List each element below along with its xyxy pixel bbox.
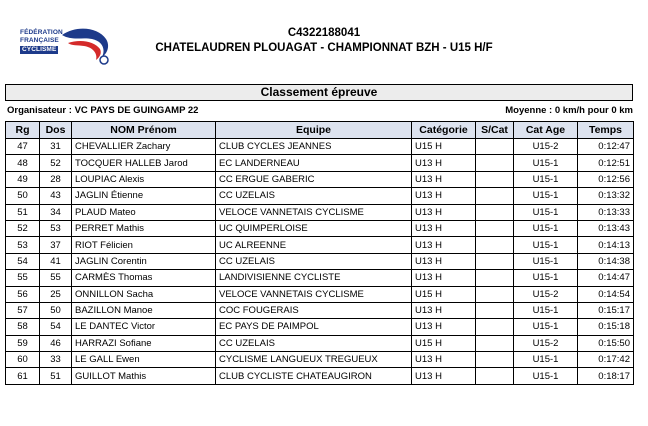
cell-subcategory bbox=[476, 253, 514, 269]
cell-team: CLUB CYCLISTE CHATEAUGIRON bbox=[216, 368, 412, 384]
cell-subcategory bbox=[476, 302, 514, 318]
cell-name: ONNILLON Sacha bbox=[72, 286, 216, 302]
cell-bib: 25 bbox=[40, 286, 72, 302]
table-row bbox=[6, 253, 634, 269]
cell-time: 0:13:32 bbox=[578, 188, 634, 204]
cell-bib: 46 bbox=[40, 335, 72, 351]
cell-age-category: U15-2 bbox=[514, 335, 578, 351]
table-row bbox=[6, 368, 634, 384]
table-row bbox=[6, 171, 634, 187]
cell-bib: 52 bbox=[40, 155, 72, 171]
col-header-team: Equipe bbox=[216, 122, 412, 139]
cell-age-category: U15-1 bbox=[514, 188, 578, 204]
section-title: Classement épreuve bbox=[5, 84, 633, 101]
col-header-subcategory: S/Cat bbox=[476, 122, 514, 139]
col-header-time: Temps bbox=[578, 122, 634, 139]
cell-age-category: U15-1 bbox=[514, 368, 578, 384]
cell-rank: 48 bbox=[6, 155, 40, 171]
col-header-rank: Rg bbox=[6, 122, 40, 139]
cell-name: TOCQUER HALLEB Jarod bbox=[72, 155, 216, 171]
table-row bbox=[6, 220, 634, 236]
cell-rank: 52 bbox=[6, 220, 40, 236]
table-row bbox=[6, 286, 634, 302]
cell-subcategory bbox=[476, 188, 514, 204]
cell-rank: 50 bbox=[6, 188, 40, 204]
cell-time: 0:15:18 bbox=[578, 319, 634, 335]
cell-name: LOUPIAC Alexis bbox=[72, 171, 216, 187]
cell-bib: 43 bbox=[40, 188, 72, 204]
cell-time: 0:12:51 bbox=[578, 155, 634, 171]
cell-bib: 50 bbox=[40, 302, 72, 318]
table-row bbox=[6, 155, 634, 171]
cell-bib: 33 bbox=[40, 352, 72, 368]
cell-age-category: U15-2 bbox=[514, 286, 578, 302]
cell-subcategory bbox=[476, 286, 514, 302]
cell-rank: 55 bbox=[6, 270, 40, 286]
cell-name: LE DANTEC Victor bbox=[72, 319, 216, 335]
cell-age-category: U15-1 bbox=[514, 237, 578, 253]
cell-category: U13 H bbox=[412, 204, 476, 220]
cell-bib: 54 bbox=[40, 319, 72, 335]
cell-age-category: U15-1 bbox=[514, 352, 578, 368]
organizer-text: Organisateur : VC PAYS DE GUINGAMP 22 bbox=[7, 105, 199, 116]
cell-subcategory bbox=[476, 155, 514, 171]
cell-team: CC UZELAIS bbox=[216, 253, 412, 269]
table-row bbox=[6, 237, 634, 253]
cell-age-category: U15-1 bbox=[514, 155, 578, 171]
cell-subcategory bbox=[476, 220, 514, 236]
cell-team: CLUB CYCLES JEANNES bbox=[216, 139, 412, 155]
results-table bbox=[5, 121, 634, 385]
col-header-category: Catégorie bbox=[412, 122, 476, 139]
cell-team: VELOCE VANNETAIS CYCLISME bbox=[216, 286, 412, 302]
cell-subcategory bbox=[476, 335, 514, 351]
cell-rank: 56 bbox=[6, 286, 40, 302]
cell-rank: 59 bbox=[6, 335, 40, 351]
cell-time: 0:12:47 bbox=[578, 139, 634, 155]
table-row bbox=[6, 204, 634, 220]
cell-team: CC UZELAIS bbox=[216, 335, 412, 351]
table-row bbox=[6, 270, 634, 286]
cell-age-category: U15-1 bbox=[514, 171, 578, 187]
logo-line-2: FRANÇAISE bbox=[20, 37, 59, 44]
cell-name: LE GALL Ewen bbox=[72, 352, 216, 368]
cell-name: PLAUD Mateo bbox=[72, 204, 216, 220]
table-header-row bbox=[6, 122, 634, 139]
cell-rank: 51 bbox=[6, 204, 40, 220]
cell-name: BAZILLON Manoe bbox=[72, 302, 216, 318]
cell-time: 0:14:38 bbox=[578, 253, 634, 269]
cell-category: U13 H bbox=[412, 270, 476, 286]
cell-age-category: U15-1 bbox=[514, 220, 578, 236]
cell-bib: 53 bbox=[40, 220, 72, 236]
cell-category: U15 H bbox=[412, 286, 476, 302]
cell-bib: 41 bbox=[40, 253, 72, 269]
cell-team: EC LANDERNEAU bbox=[216, 155, 412, 171]
race-title: CHATELAUDREN PLOUAGAT - CHAMPIONNAT BZH - U15 H/F bbox=[155, 42, 493, 54]
cell-team: EC PAYS DE PAIMPOL bbox=[216, 319, 412, 335]
cell-category: U15 H bbox=[412, 139, 476, 155]
cell-subcategory bbox=[476, 171, 514, 187]
cell-time: 0:12:56 bbox=[578, 171, 634, 187]
cell-rank: 57 bbox=[6, 302, 40, 318]
race-code: C4322188041 bbox=[287, 27, 361, 39]
cell-category: U13 H bbox=[412, 302, 476, 318]
table-row bbox=[6, 335, 634, 351]
cell-name: JAGLIN Corentin bbox=[72, 253, 216, 269]
cell-age-category: U15-1 bbox=[514, 204, 578, 220]
cell-category: U13 H bbox=[412, 237, 476, 253]
table-row bbox=[6, 302, 634, 318]
table-row bbox=[6, 139, 634, 155]
logo-line-3: CYCLISME bbox=[22, 46, 57, 53]
cell-time: 0:14:54 bbox=[578, 286, 634, 302]
cell-name: JAGLIN Étienne bbox=[72, 188, 216, 204]
cell-team: CYCLISME LANGUEUX TREGUEUX bbox=[216, 352, 412, 368]
cell-time: 0:14:13 bbox=[578, 237, 634, 253]
logo-line-1: FÉDÉRATION bbox=[20, 29, 63, 36]
col-header-bib: Dos bbox=[40, 122, 72, 139]
cell-rank: 54 bbox=[6, 253, 40, 269]
cell-team: VELOCE VANNETAIS CYCLISME bbox=[216, 204, 412, 220]
cell-rank: 58 bbox=[6, 319, 40, 335]
cell-team: COC FOUGERAIS bbox=[216, 302, 412, 318]
cell-subcategory bbox=[476, 368, 514, 384]
cell-rank: 53 bbox=[6, 237, 40, 253]
cell-category: U15 H bbox=[412, 335, 476, 351]
average-speed-text: Moyenne : 0 km/h pour 0 km bbox=[505, 105, 633, 116]
cell-age-category: U15-1 bbox=[514, 270, 578, 286]
col-header-age-category: Cat Age bbox=[514, 122, 578, 139]
cell-name: CARMÈS Thomas bbox=[72, 270, 216, 286]
cell-category: U13 H bbox=[412, 352, 476, 368]
cell-bib: 28 bbox=[40, 171, 72, 187]
cell-bib: 31 bbox=[40, 139, 72, 155]
cell-bib: 55 bbox=[40, 270, 72, 286]
cell-name: PERRET Mathis bbox=[72, 220, 216, 236]
cell-category: U13 H bbox=[412, 253, 476, 269]
cell-category: U13 H bbox=[412, 155, 476, 171]
cell-category: U13 H bbox=[412, 368, 476, 384]
cell-bib: 51 bbox=[40, 368, 72, 384]
cell-category: U13 H bbox=[412, 220, 476, 236]
table-row bbox=[6, 319, 634, 335]
cell-category: U13 H bbox=[412, 188, 476, 204]
cell-rank: 47 bbox=[6, 139, 40, 155]
cell-age-category: U15-2 bbox=[514, 139, 578, 155]
cell-subcategory bbox=[476, 270, 514, 286]
cell-bib: 34 bbox=[40, 204, 72, 220]
cell-team: LANDIVISIENNE CYCLISTE bbox=[216, 270, 412, 286]
cell-rank: 60 bbox=[6, 352, 40, 368]
table-row bbox=[6, 188, 634, 204]
cell-subcategory bbox=[476, 139, 514, 155]
cell-subcategory bbox=[476, 237, 514, 253]
cell-team: CC UZELAIS bbox=[216, 188, 412, 204]
cell-rank: 61 bbox=[6, 368, 40, 384]
cell-bib: 37 bbox=[40, 237, 72, 253]
cell-category: U13 H bbox=[412, 319, 476, 335]
cell-category: U13 H bbox=[412, 171, 476, 187]
cell-subcategory bbox=[476, 352, 514, 368]
cell-name: CHEVALLIER Zachary bbox=[72, 139, 216, 155]
cell-subcategory bbox=[476, 319, 514, 335]
cell-team: UC QUIMPERLOISE bbox=[216, 220, 412, 236]
cell-time: 0:13:33 bbox=[578, 204, 634, 220]
cell-time: 0:15:50 bbox=[578, 335, 634, 351]
col-header-name: NOM Prénom bbox=[72, 122, 216, 139]
cell-time: 0:17:42 bbox=[578, 352, 634, 368]
cell-time: 0:13:43 bbox=[578, 220, 634, 236]
cell-age-category: U15-1 bbox=[514, 253, 578, 269]
cell-rank: 49 bbox=[6, 171, 40, 187]
table-row bbox=[6, 352, 634, 368]
cell-time: 0:14:47 bbox=[578, 270, 634, 286]
cell-age-category: U15-1 bbox=[514, 319, 578, 335]
cell-time: 0:18:17 bbox=[578, 368, 634, 384]
cell-name: GUILLOT Mathis bbox=[72, 368, 216, 384]
cell-team: CC ERGUE GABERIC bbox=[216, 171, 412, 187]
cell-name: HARRAZI Sofiane bbox=[72, 335, 216, 351]
cell-age-category: U15-1 bbox=[514, 302, 578, 318]
cell-team: UC ALREENNE bbox=[216, 237, 412, 253]
cell-name: RIOT Félicien bbox=[72, 237, 216, 253]
cell-time: 0:15:17 bbox=[578, 302, 634, 318]
cell-subcategory bbox=[476, 204, 514, 220]
